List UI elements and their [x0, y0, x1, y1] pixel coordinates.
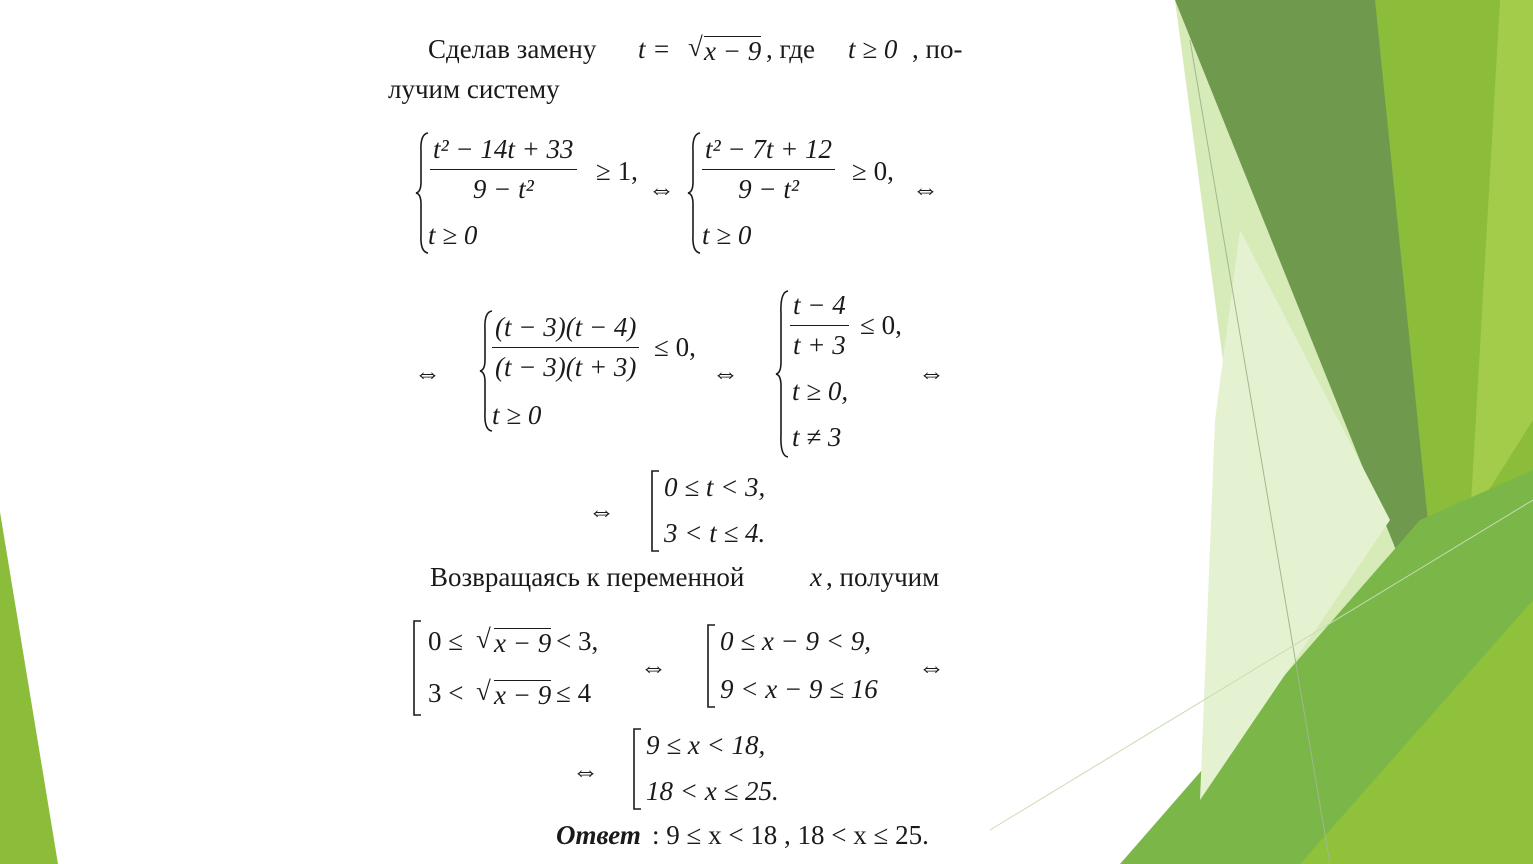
fraction-2 [702, 136, 835, 203]
system-1-rhs: ≥ 1, [596, 156, 638, 186]
set-bracket [650, 470, 660, 552]
set-2-second-left: 3 < [428, 678, 464, 708]
fraction-3-bar [492, 347, 639, 348]
set-4-second: 18 < x ≤ 25. [646, 776, 779, 806]
set-bracket [632, 728, 642, 810]
fraction-1-bar [430, 169, 577, 170]
equivalence-6: ⇔ [588, 496, 615, 526]
system-4-rhs: ≤ 0, [860, 310, 902, 340]
return-text-2: , получим [826, 562, 940, 592]
system-4-condition-1: t ≥ 0, [792, 376, 849, 406]
answer-value: : 9 ≤ x < 18 , 18 < x ≤ 25. [652, 820, 929, 850]
intro-where: , где [766, 34, 815, 64]
fraction-1-denominator: 9 − t² [472, 174, 534, 204]
fraction-3-numerator: (t − 3)(t − 4) [495, 312, 637, 342]
return-text: Возвращаясь к переменной [430, 562, 745, 592]
set-1-second: 3 < t ≤ 4. [664, 518, 766, 548]
set-2-first-radicand: x − 9 [494, 628, 552, 658]
set-4-first: 9 ≤ x < 18, [646, 730, 766, 760]
system-2-rhs: ≥ 0, [852, 156, 894, 186]
fraction-3-denominator: (t − 3)(t + 3) [495, 352, 637, 382]
fraction-1-numerator: t² − 14t + 33 [433, 134, 574, 164]
substitution-radicand: x − 9 [704, 36, 762, 66]
intro-text-2: лучим систему [388, 74, 560, 104]
substitution-lhs: t = [638, 34, 671, 64]
set-1-first: 0 ≤ t < 3, [664, 472, 766, 502]
system-4-condition-2: t ≠ 3 [792, 422, 842, 452]
intro-text: Сделав замену [428, 34, 597, 64]
fraction-2-bar [702, 169, 835, 170]
equivalence-5: ⇔ [918, 358, 945, 388]
system-2-condition: t ≥ 0 [702, 220, 752, 250]
system-brace [688, 132, 702, 254]
system-brace [776, 290, 790, 458]
fraction-4-denominator: t + 3 [793, 330, 846, 360]
radical-sign: √ [688, 32, 703, 62]
fraction-2-numerator: t² − 7t + 12 [705, 134, 833, 164]
fraction-4-bar [790, 325, 849, 326]
fraction-1 [430, 136, 577, 203]
system-3-rhs: ≤ 0, [654, 332, 696, 362]
set-2-first-left: 0 ≤ [428, 626, 464, 656]
set-3-second: 9 < x − 9 ≤ 16 [720, 674, 878, 704]
system-3-condition: t ≥ 0 [492, 400, 542, 430]
intro-tail: , по- [912, 34, 963, 64]
equivalence-1: ⇔ [648, 174, 675, 204]
return-variable: x [810, 562, 822, 592]
radical-sign: √ [476, 624, 491, 654]
equivalence-8: ⇔ [918, 652, 945, 682]
set-2-second-radicand: x − 9 [494, 680, 552, 710]
equivalence-7: ⇔ [640, 652, 667, 682]
set-bracket [706, 624, 716, 708]
system-1-condition: t ≥ 0 [428, 220, 478, 250]
fraction-4-numerator: t − 4 [793, 290, 846, 320]
fraction-4 [790, 292, 849, 359]
fraction-3 [492, 314, 639, 381]
set-2-first-right: < 3, [556, 626, 599, 656]
equivalence-9: ⇔ [572, 756, 599, 786]
equivalence-2: ⇔ [912, 174, 939, 204]
radical-sign: √ [476, 676, 491, 706]
equivalence-3: ⇔ [414, 358, 441, 388]
set-2-second-right: ≤ 4 [556, 678, 592, 708]
set-bracket [412, 620, 422, 716]
fraction-2-denominator: 9 − t² [738, 174, 799, 204]
answer-label: Ответ [556, 820, 641, 850]
equivalence-4: ⇔ [712, 358, 739, 388]
set-3-first: 0 ≤ x − 9 < 9, [720, 626, 871, 656]
t-condition: t ≥ 0 [848, 34, 898, 64]
